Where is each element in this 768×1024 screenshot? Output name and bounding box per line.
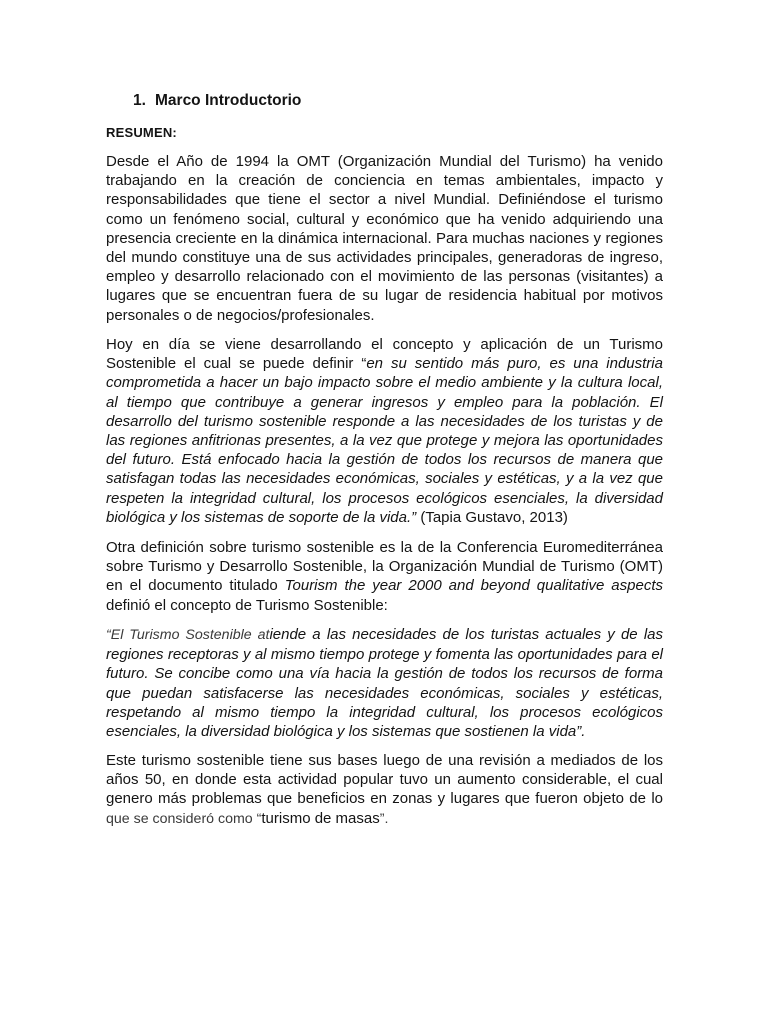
paragraph-omt-outro: definió el concepto de Turismo Sostenible: xyxy=(106,596,388,614)
paragraph-definition-intro: Hoy en día se viene desarrollando el concepto y aplicación de un Turismo Sostenible el cual se puede definir “ xyxy=(106,336,663,373)
mass-tourism-term: turismo de masas xyxy=(261,809,380,827)
history-light-2: ”. xyxy=(379,810,389,827)
history-light-1: que se consideró como “ xyxy=(106,810,262,827)
paragraph-history-main: Este turismo sostenible tiene sus bases luego de una revisión a mediados de los años 50, en donde esta actividad popular tuvo un aumento considerable, el cual genero más problemas que beneficios en zonas y lugares que fueron objeto de lo xyxy=(106,752,663,808)
section-heading xyxy=(133,91,301,111)
section-title: Marco Introductorio xyxy=(155,92,302,109)
paragraph-omt xyxy=(106,538,663,615)
section-number: 1. xyxy=(133,92,146,109)
quote-open: “El Turismo Sostenible at xyxy=(106,627,270,643)
paragraph-omt-intro: Otra definición sobre turismo sostenible es la de la Conferencia Euromediterránea sobre Turismo y Desarrollo Sostenible, la Organización Mundial de Turismo (OMT) en el documento titulado xyxy=(106,539,663,595)
paragraph-intro: Desde el Año de 1994 la OMT (Organización Mundial del Turismo) ha venido trabajando en la creación de conciencia en temas ambientales, impacto y responsabilidades que tiene el sector a nivel Mundial. Definiéndose el turismo como un fenómeno social, cultural y económico que ha venido adquiriendo una presencia creciente en la dinámica internacional. Para muchas naciones y regiones del mundo constituye una de sus actividades principales, generadoras de ingreso, empleo y desarrollo relacionado con el movimiento de las personas (visitantes) a lugares que se encuentran fuera de su lugar de residencia habitual por motivos personales o de negocios/profesionales. xyxy=(106,153,663,324)
definition-quote: en su sentido más puro, es una industria comprometida a hacer un bajo impacto sobre el medio ambiente y la cultura local, al tiempo que contribuye a generar ingresos y empleo para la población. El desarrollo del turismo sostenible responde a las necesidades de los turistas y de las regiones anfitrionas presentes, a la vez que protege y mejora las oportunidades del futuro. Está enfocado hacia la gestión de todos los recursos de manera que satisfagan todas las necesidades económicas, sociales y estéticas, y a la vez que respeten la integridad cultural, los procesos ecológicos esenciales, la diversidad biológica y los sistemas de soporte de la vida.” xyxy=(106,355,663,526)
document-title: Tourism the year 2000 and beyond qualitative aspects xyxy=(284,577,663,595)
paragraph-definition xyxy=(106,335,663,527)
paragraph-quote xyxy=(106,625,663,741)
resumen-label: RESUMEN: xyxy=(106,125,177,140)
definition-citation: (Tapia Gustavo, 2013) xyxy=(416,508,568,526)
paragraph-history xyxy=(106,751,663,829)
quote-body: iende a las necesidades de los turistas actuales y de las regiones receptoras y al mismo tiempo protege y fomenta las oportunidades para el futuro. Se concibe como una vía hacia la gestión de todos los recursos de forma que puedan satisfacerse las necesidades económicas, sociales y estéticas, respetando al mismo tiempo la integridad cultural, los procesos ecológicos esenciales, la diversidad biológica y los sistemas que sostienen la vida”. xyxy=(106,626,663,741)
